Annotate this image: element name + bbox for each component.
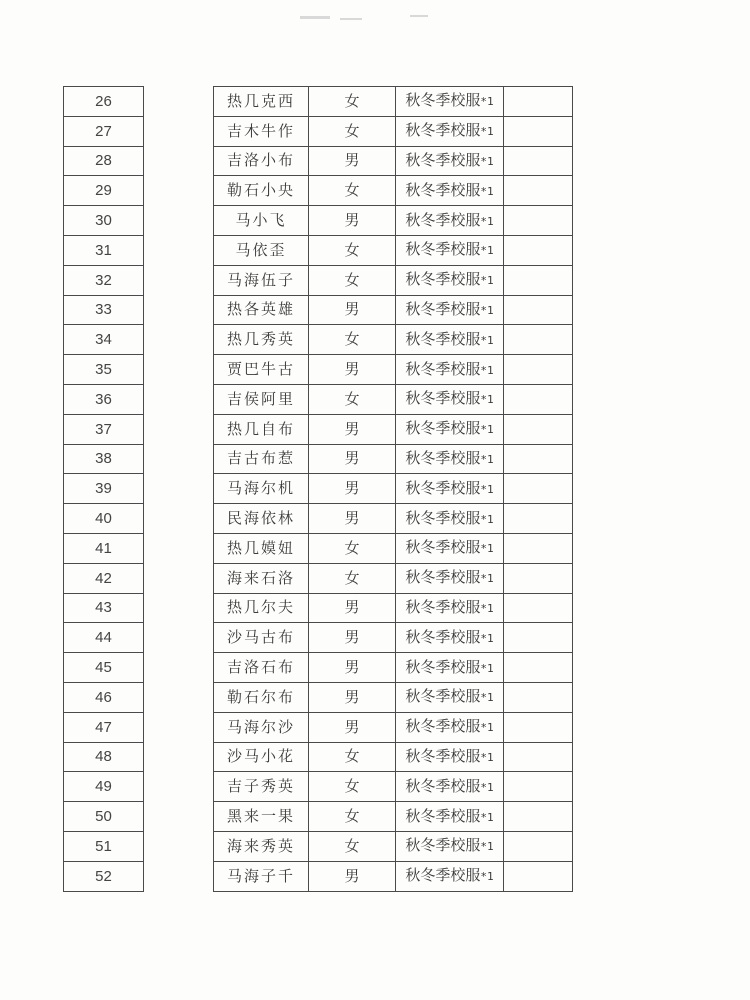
student-name: 热几克西 — [214, 87, 309, 117]
item-cell — [396, 206, 504, 236]
remark-cell — [504, 593, 573, 623]
item-cell — [396, 831, 504, 861]
student-gender: 女 — [309, 563, 396, 593]
table-row — [64, 265, 573, 295]
item-cell — [396, 235, 504, 265]
item-cell — [396, 682, 504, 712]
row-spacer — [144, 742, 214, 772]
item-quantity: *1 — [480, 214, 494, 228]
table-row — [64, 325, 573, 355]
table-row — [64, 384, 573, 414]
student-name: 海来石洛 — [214, 563, 309, 593]
table-row — [64, 504, 573, 534]
student-name: 热几尔夫 — [214, 593, 309, 623]
student-gender: 女 — [309, 742, 396, 772]
item-name: 秋冬季校服 — [405, 329, 481, 348]
item-quantity: *1 — [480, 601, 494, 615]
item-name: 秋冬季校服 — [405, 568, 481, 587]
row-number: 28 — [64, 146, 144, 176]
item-cell — [396, 414, 504, 444]
student-name: 马海尔沙 — [214, 712, 309, 742]
remark-cell — [504, 116, 573, 146]
remark-cell — [504, 444, 573, 474]
remark-cell — [504, 87, 573, 117]
remark-cell — [504, 504, 573, 534]
item-quantity: *1 — [480, 572, 494, 586]
student-name: 吉子秀英 — [214, 772, 309, 802]
row-spacer — [144, 861, 214, 891]
student-gender: 女 — [309, 831, 396, 861]
student-name: 吉洛小布 — [214, 146, 309, 176]
row-spacer — [144, 802, 214, 832]
row-number: 46 — [64, 682, 144, 712]
student-name: 吉侯阿里 — [214, 384, 309, 414]
item-cell — [396, 623, 504, 653]
item-name: 秋冬季校服 — [405, 836, 481, 855]
item-name: 秋冬季校服 — [405, 419, 481, 438]
remark-cell — [504, 265, 573, 295]
student-gender: 男 — [309, 712, 396, 742]
item-name: 秋冬季校服 — [405, 91, 481, 110]
item-name: 秋冬季校服 — [405, 687, 481, 706]
item-cell — [396, 653, 504, 683]
row-number: 30 — [64, 206, 144, 236]
item-name: 秋冬季校服 — [405, 806, 481, 825]
student-name: 吉木牛作 — [214, 116, 309, 146]
item-name: 秋冬季校服 — [405, 866, 481, 885]
student-gender: 女 — [309, 384, 396, 414]
row-spacer — [144, 265, 214, 295]
item-name: 秋冬季校服 — [405, 359, 481, 378]
item-quantity: *1 — [480, 810, 494, 824]
remark-cell — [504, 235, 573, 265]
table-row — [64, 355, 573, 385]
student-gender: 女 — [309, 176, 396, 206]
student-name: 马依歪 — [214, 235, 309, 265]
table-row — [64, 444, 573, 474]
item-cell — [396, 176, 504, 206]
item-quantity: *1 — [480, 780, 494, 794]
student-name: 马海子千 — [214, 861, 309, 891]
item-quantity: *1 — [480, 661, 494, 675]
table-row — [64, 176, 573, 206]
student-name: 马海尔机 — [214, 474, 309, 504]
student-gender: 女 — [309, 772, 396, 802]
student-name: 海来秀英 — [214, 831, 309, 861]
row-spacer — [144, 533, 214, 563]
remark-cell — [504, 682, 573, 712]
item-name: 秋冬季校服 — [405, 448, 481, 467]
item-quantity: *1 — [480, 840, 494, 854]
table-row — [64, 563, 573, 593]
student-gender: 男 — [309, 504, 396, 534]
item-name: 秋冬季校服 — [405, 478, 481, 497]
scan-artifact-top-3 — [410, 15, 428, 17]
item-quantity: *1 — [480, 452, 494, 466]
item-quantity: *1 — [480, 870, 494, 884]
student-gender: 男 — [309, 295, 396, 325]
table-row — [64, 593, 573, 623]
student-gender: 女 — [309, 87, 396, 117]
remark-cell — [504, 563, 573, 593]
table-row — [64, 653, 573, 683]
item-quantity: *1 — [480, 154, 494, 168]
remark-cell — [504, 325, 573, 355]
item-quantity: *1 — [480, 363, 494, 377]
item-cell — [396, 474, 504, 504]
table-row — [64, 623, 573, 653]
row-number: 34 — [64, 325, 144, 355]
table-row — [64, 772, 573, 802]
table-row — [64, 414, 573, 444]
remark-cell — [504, 206, 573, 236]
item-quantity: *1 — [480, 303, 494, 317]
remark-cell — [504, 474, 573, 504]
row-spacer — [144, 504, 214, 534]
row-number: 33 — [64, 295, 144, 325]
item-cell — [396, 265, 504, 295]
student-gender: 男 — [309, 146, 396, 176]
item-cell — [396, 325, 504, 355]
row-number: 26 — [64, 87, 144, 117]
student-name: 热几秀英 — [214, 325, 309, 355]
table-row — [64, 742, 573, 772]
item-quantity: *1 — [480, 125, 494, 139]
item-cell — [396, 146, 504, 176]
item-name: 秋冬季校服 — [405, 776, 481, 795]
item-name: 秋冬季校服 — [405, 210, 481, 229]
remark-cell — [504, 146, 573, 176]
student-name: 吉洛石布 — [214, 653, 309, 683]
item-quantity: *1 — [480, 542, 494, 556]
row-number: 52 — [64, 861, 144, 891]
student-gender: 男 — [309, 355, 396, 385]
remark-cell — [504, 623, 573, 653]
table-row — [64, 206, 573, 236]
item-name: 秋冬季校服 — [405, 270, 481, 289]
item-name: 秋冬季校服 — [405, 627, 481, 646]
row-spacer — [144, 593, 214, 623]
student-name: 吉古布惹 — [214, 444, 309, 474]
student-gender: 男 — [309, 682, 396, 712]
student-gender: 男 — [309, 861, 396, 891]
remark-cell — [504, 295, 573, 325]
student-gender: 女 — [309, 235, 396, 265]
row-number: 40 — [64, 504, 144, 534]
student-gender: 女 — [309, 533, 396, 563]
student-gender: 女 — [309, 325, 396, 355]
student-name: 黑来一果 — [214, 802, 309, 832]
row-number: 42 — [64, 563, 144, 593]
row-number: 45 — [64, 653, 144, 683]
row-spacer — [144, 414, 214, 444]
item-quantity: *1 — [480, 423, 494, 437]
student-gender: 男 — [309, 653, 396, 683]
item-name: 秋冬季校服 — [405, 299, 481, 318]
row-spacer — [144, 235, 214, 265]
student-gender: 男 — [309, 474, 396, 504]
row-number: 29 — [64, 176, 144, 206]
student-gender: 男 — [309, 206, 396, 236]
table-row — [64, 295, 573, 325]
remark-cell — [504, 831, 573, 861]
student-name: 马小飞 — [214, 206, 309, 236]
item-cell — [396, 533, 504, 563]
table-row — [64, 235, 573, 265]
table-row — [64, 802, 573, 832]
student-gender: 男 — [309, 623, 396, 653]
row-number: 44 — [64, 623, 144, 653]
item-name: 秋冬季校服 — [405, 538, 481, 557]
scan-artifact-top-2 — [340, 18, 362, 20]
item-quantity: *1 — [480, 631, 494, 645]
row-spacer — [144, 384, 214, 414]
row-number: 38 — [64, 444, 144, 474]
student-name: 沙马小花 — [214, 742, 309, 772]
student-name: 贾巴牛古 — [214, 355, 309, 385]
row-spacer — [144, 444, 214, 474]
row-spacer — [144, 325, 214, 355]
row-number: 43 — [64, 593, 144, 623]
item-cell — [396, 87, 504, 117]
item-cell — [396, 563, 504, 593]
item-cell — [396, 444, 504, 474]
row-number: 36 — [64, 384, 144, 414]
item-quantity: *1 — [480, 333, 494, 347]
remark-cell — [504, 533, 573, 563]
item-name: 秋冬季校服 — [405, 150, 481, 169]
row-number: 48 — [64, 742, 144, 772]
student-uniform-table — [63, 86, 573, 892]
row-spacer — [144, 623, 214, 653]
row-spacer — [144, 295, 214, 325]
item-quantity: *1 — [480, 95, 494, 109]
row-number: 41 — [64, 533, 144, 563]
row-number: 49 — [64, 772, 144, 802]
scan-artifact-top — [300, 16, 330, 19]
table-row — [64, 831, 573, 861]
student-name: 民海依林 — [214, 504, 309, 534]
item-cell — [396, 295, 504, 325]
row-spacer — [144, 772, 214, 802]
item-quantity: *1 — [480, 393, 494, 407]
table-row — [64, 116, 573, 146]
remark-cell — [504, 742, 573, 772]
student-name: 热几嫫妞 — [214, 533, 309, 563]
remark-cell — [504, 653, 573, 683]
item-cell — [396, 355, 504, 385]
item-cell — [396, 116, 504, 146]
student-gender: 女 — [309, 265, 396, 295]
item-quantity: *1 — [480, 482, 494, 496]
row-spacer — [144, 206, 214, 236]
student-gender: 女 — [309, 116, 396, 146]
remark-cell — [504, 772, 573, 802]
remark-cell — [504, 384, 573, 414]
table-row — [64, 682, 573, 712]
row-spacer — [144, 682, 214, 712]
item-quantity: *1 — [480, 721, 494, 735]
student-name: 沙马古布 — [214, 623, 309, 653]
student-name: 勒石小央 — [214, 176, 309, 206]
table-row — [64, 146, 573, 176]
item-quantity: *1 — [480, 184, 494, 198]
item-name: 秋冬季校服 — [405, 597, 481, 616]
row-spacer — [144, 474, 214, 504]
item-cell — [396, 742, 504, 772]
row-spacer — [144, 355, 214, 385]
item-name: 秋冬季校服 — [405, 121, 481, 140]
item-cell — [396, 772, 504, 802]
student-gender: 男 — [309, 444, 396, 474]
item-quantity: *1 — [480, 244, 494, 258]
remark-cell — [504, 802, 573, 832]
remark-cell — [504, 712, 573, 742]
row-spacer — [144, 563, 214, 593]
table-row — [64, 533, 573, 563]
item-name: 秋冬季校服 — [405, 180, 481, 199]
row-number: 32 — [64, 265, 144, 295]
row-spacer — [144, 146, 214, 176]
row-number: 37 — [64, 414, 144, 444]
table-row — [64, 861, 573, 891]
student-name: 热各英雄 — [214, 295, 309, 325]
item-name: 秋冬季校服 — [405, 389, 481, 408]
item-name: 秋冬季校服 — [405, 746, 481, 765]
student-name: 热几自布 — [214, 414, 309, 444]
row-spacer — [144, 176, 214, 206]
remark-cell — [504, 176, 573, 206]
row-spacer — [144, 712, 214, 742]
remark-cell — [504, 861, 573, 891]
row-number: 35 — [64, 355, 144, 385]
item-name: 秋冬季校服 — [405, 508, 481, 527]
row-number: 47 — [64, 712, 144, 742]
item-cell — [396, 504, 504, 534]
remark-cell — [504, 355, 573, 385]
item-quantity: *1 — [480, 512, 494, 526]
item-quantity: *1 — [480, 274, 494, 288]
remark-cell — [504, 414, 573, 444]
table-row — [64, 712, 573, 742]
table-row — [64, 474, 573, 504]
item-name: 秋冬季校服 — [405, 240, 481, 259]
row-spacer — [144, 831, 214, 861]
item-quantity: *1 — [480, 750, 494, 764]
item-cell — [396, 861, 504, 891]
row-number: 31 — [64, 235, 144, 265]
row-number: 51 — [64, 831, 144, 861]
student-gender: 男 — [309, 593, 396, 623]
row-spacer — [144, 87, 214, 117]
item-cell — [396, 384, 504, 414]
item-name: 秋冬季校服 — [405, 657, 481, 676]
item-cell — [396, 712, 504, 742]
item-name: 秋冬季校服 — [405, 717, 481, 736]
row-spacer — [144, 653, 214, 683]
student-gender: 女 — [309, 802, 396, 832]
student-gender: 男 — [309, 414, 396, 444]
item-quantity: *1 — [480, 691, 494, 705]
item-cell — [396, 593, 504, 623]
row-number: 39 — [64, 474, 144, 504]
item-cell — [396, 802, 504, 832]
student-name: 勒石尔布 — [214, 682, 309, 712]
row-number: 27 — [64, 116, 144, 146]
row-number: 50 — [64, 802, 144, 832]
student-name: 马海伍子 — [214, 265, 309, 295]
table-row — [64, 87, 573, 117]
table-body — [64, 87, 573, 892]
row-spacer — [144, 116, 214, 146]
